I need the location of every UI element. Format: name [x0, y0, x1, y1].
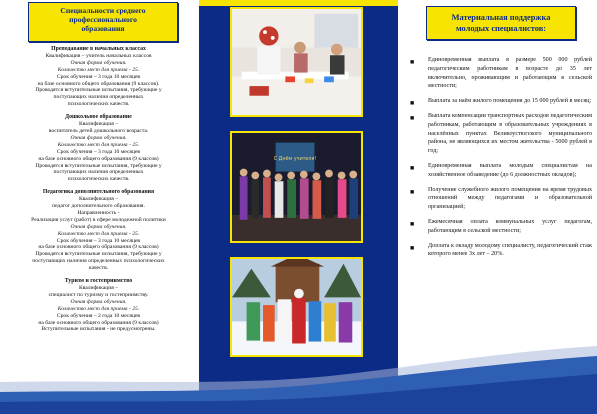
specialty-line: Срок обучения – 3 года 10 месяцев: [56, 73, 141, 80]
top-yellow-band: [199, 0, 398, 6]
support-item: [408, 218, 592, 236]
support-list: [408, 56, 592, 265]
specialty-line: Направленность -: [77, 209, 120, 216]
specialty-line: Очная форма обучения.: [70, 59, 127, 66]
specialty-line: Квалификация –: [78, 196, 119, 203]
specialty-title: Туризм и гостеприимство: [64, 278, 133, 285]
specialty-line: Срок обучения – 2 года 10 месяцев: [56, 312, 141, 319]
photo-classroom-craft: [230, 7, 363, 117]
specialties-heading: Специальности среднего профессионального образования: [28, 2, 178, 42]
specialty-line: Количество мест для приема - 25.: [57, 141, 140, 148]
photo-teachers-day-group: [230, 131, 363, 243]
specialty-line: Очная форма обучения.: [70, 298, 127, 305]
specialty-line: поступающих наличия определенных: [53, 94, 144, 101]
specialty-line: Срок обучения – 3 года 10 месяцев: [56, 237, 141, 244]
support-item-text: Выплата за наём жилого помещения до 15 000 рублей в месяц;: [428, 98, 592, 105]
bullet-icon: ■: [410, 113, 415, 122]
support-item-text: Единовременная выплата в размере 500 000 рублей педагогическим работникам в возрасте до 35 лет включительно, проживающим и работающим в сельской местности;: [428, 57, 592, 90]
bullet-icon: ■: [410, 99, 415, 108]
specialty-block: [4, 114, 193, 183]
bullet-icon: ■: [410, 163, 415, 172]
bullet-icon: ■: [410, 58, 415, 66]
support-item: [408, 186, 592, 212]
specialty-line: психологических качеств.: [67, 176, 130, 183]
specialty-line: поступающих наличия определенных: [53, 169, 144, 176]
specialty-line: на базе основного общего образования (9 классов): [38, 244, 159, 251]
specialty-title: Педагогика дополнительного образования: [42, 189, 155, 196]
specialty-line: поступающих наличия определенных психологических: [32, 258, 165, 265]
specialty-line: на базе основного общего образования (9 классов): [38, 155, 159, 162]
specialty-line: Квалификация – учитель начальных классов: [45, 52, 152, 59]
bullet-icon: ■: [410, 187, 415, 196]
specialty-line: Проводятся вступительные испытания, требующие у: [35, 251, 162, 258]
specialty-line: Количество мест для приема - 25.: [57, 305, 140, 312]
support-item-text: Получение служебного жилого помещения на время трудовых отношений между педагогами и образовательной организацией;: [428, 186, 592, 211]
specialty-line: педагог дополнительного образования.: [52, 203, 145, 210]
specialties-list: [4, 46, 193, 339]
support-item: [408, 112, 592, 156]
specialty-line: Проводятся вступительные испытания, требующие у: [35, 162, 162, 169]
specialty-line: Количество мест для приема - 25.: [57, 66, 140, 73]
specialty-line: Квалификация –: [78, 285, 119, 291]
bullet-icon: ■: [410, 243, 415, 252]
support-item: [408, 97, 592, 106]
specialty-line: Реализация услуг (работ) в сфере молодежной политики: [31, 216, 166, 223]
specialty-line: Вступительные испытания - не предусмотрены.: [41, 326, 156, 333]
specialty-block: [4, 278, 193, 333]
specialty-line: специалист по туризму и гостеприимству.: [48, 291, 149, 298]
support-item-text: Ежемесячная оплата коммунальных услуг педагогам, работающим в сельской местности;: [428, 218, 592, 234]
support-item: [408, 56, 592, 91]
specialty-block: [4, 189, 193, 272]
specialty-line: Квалификация –: [78, 121, 119, 128]
bullet-icon: ■: [410, 219, 415, 228]
support-item: [408, 162, 592, 180]
specialty-line: Проводятся вступительные испытания, требующие у: [35, 87, 162, 94]
photo-screen-text: С Днём учителя!: [273, 157, 317, 162]
support-item: [408, 242, 592, 260]
support-item-text: Единовременная выплата молодым специалистам на хозяйственное обзаведение (до 6 должностных окладов);: [428, 162, 592, 178]
specialty-line: воспитатель детей дошкольного возраста.: [48, 127, 149, 134]
specialty-line: на базе основного общего образования (9 классов).: [37, 80, 160, 87]
specialty-line: Очная форма обучения.: [70, 223, 127, 230]
specialty-line: Очная форма обучения.: [70, 134, 127, 141]
specialty-line: психологических качеств.: [67, 101, 130, 108]
support-item-text: Выплата компенсации транспортных расходов педагогическим работникам, работающим в образовательных учреждениях в населённых пунктах Великоустюгского муниципального района, не являющихся их местом жительства - 5000 рублей в год;: [428, 112, 592, 155]
specialty-title: Дошкольное образование: [65, 114, 132, 121]
specialty-line: Срок обучения – 3 года 10 месяцев: [56, 148, 141, 155]
specialty-title: Преподавание в начальных классах: [51, 46, 146, 52]
specialty-line: на базе основного общего образования (9 классов): [38, 319, 159, 326]
specialty-block: [4, 46, 193, 108]
support-heading: Материальная поддержка молодых специалистов:: [426, 6, 576, 40]
support-item-text: Доплата к окладу молодому специалисту, педагогический стаж которого менее 3х лет – 20%.: [428, 242, 592, 258]
specialty-line: качеств.: [88, 265, 109, 272]
left-panel: [0, 0, 199, 414]
photo-winter-festival: [230, 257, 363, 357]
specialty-line: Количество мест для приема - 25.: [57, 230, 140, 237]
